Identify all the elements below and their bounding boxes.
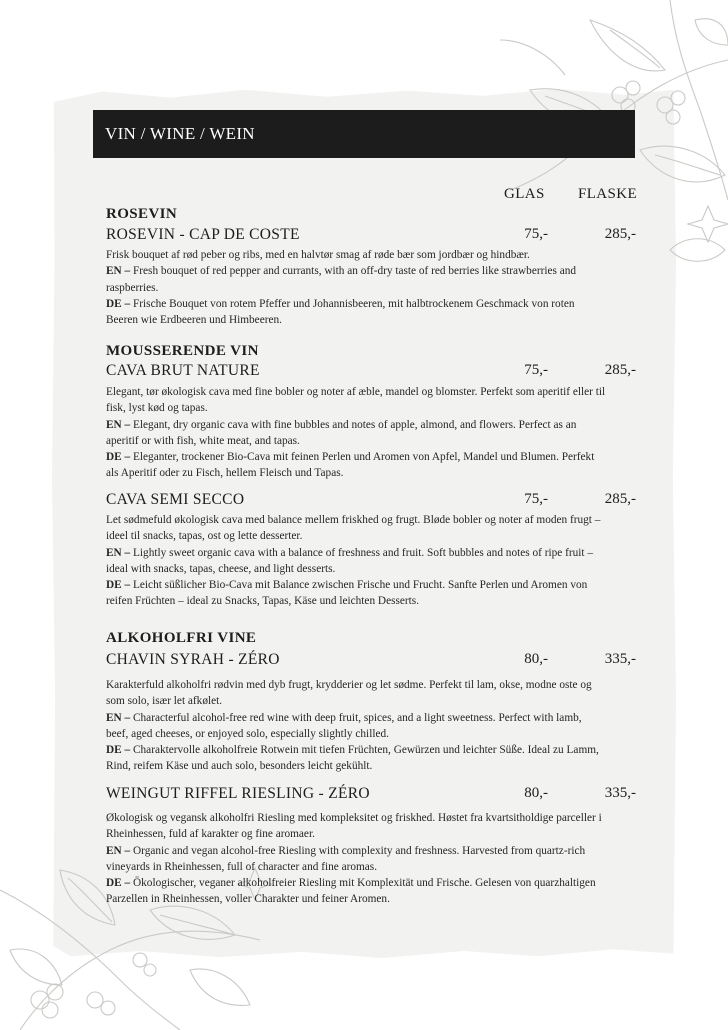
language-tag-en: EN – — [106, 844, 131, 857]
wine-name: WEINGUT RIFFEL RIESLING - ZÉRO — [106, 785, 370, 802]
description-german-text: Ökologischer, veganer alkoholfreier Riesling mit Komplexität und Frische. Gelesen von quarzhaltigen Parzellen in Rheinhessen, voller Charakter und feiner Aromen. — [106, 877, 596, 906]
language-tag-en: EN – — [106, 418, 131, 431]
description-danish: Let sødmefuld økologisk cava med balance mellem friskhed og frugt. Bløde bobler og noter af moden frugt – ideel til snacks, tapas, ost og lette desserter. — [106, 514, 601, 543]
description-danish: Økologisk og vegansk alkoholfri Riesling med kompleksitet og friskhed. Høstet fra kvartsitholdige parceller i Rheinhessen, fuld af karakter og fine aromaer. — [106, 812, 602, 841]
description-danish: Frisk bouquet af rød peber og ribs, med en halvtør smag af røde bær som jordbær og hindbær. — [106, 249, 530, 261]
glass-price: 80,- — [524, 651, 548, 667]
description-english-text: Lightly sweet organic cava with a balance of freshness and fruit. Soft bubbles and notes of ripe fruit – ideal with snacks, tapas, cheese, and light desserts. — [106, 546, 594, 575]
description-danish: Elegant, tør økologisk cava med fine bobler og noter af æble, mandel og blomster. Perfekt som aperitif eller til fisk, lyst kød og tapas. — [106, 386, 606, 415]
wine-description — [106, 512, 606, 610]
language-tag-de: DE – — [106, 297, 131, 310]
description-german — [106, 449, 606, 482]
column-header-bottle: FLASKE — [578, 186, 638, 202]
bottle-price: 285,- — [604, 226, 636, 242]
language-tag-de: DE – — [106, 877, 131, 890]
language-tag-de: DE – — [106, 451, 131, 464]
wine-description — [106, 247, 606, 328]
description-danish: Karakterfuld alkoholfri rødvin med dyb frugt, krydderier og let sødme. Perfekt til lam, okse, modne oste og som solo, især let afkølet. — [106, 679, 592, 708]
bottle-price: 335,- — [604, 651, 636, 667]
language-tag-de: DE – — [106, 744, 131, 757]
language-tag-en: EN – — [106, 265, 131, 278]
description-english — [106, 710, 606, 743]
section-heading-mousserende-vin: MOUSSERENDE VIN — [106, 343, 259, 359]
wine-description — [106, 810, 606, 908]
bottle-price: 285,- — [604, 491, 636, 507]
glass-price: 80,- — [524, 785, 548, 801]
wine-name: CAVA SEMI SECCO — [106, 491, 245, 508]
description-english — [106, 843, 606, 876]
description-german — [106, 296, 606, 329]
description-english-text: Characterful alcohol-free red wine with deep fruit, spices, and a light sweetness. Perfect with lamb, beef, aged cheeses, or enjoyed solo, especially slightly chilled. — [106, 711, 582, 740]
description-german — [106, 875, 606, 908]
wine-name: CHAVIN SYRAH - ZÉRO — [106, 651, 280, 668]
wine-name: CAVA BRUT NATURE — [106, 362, 260, 379]
language-tag-de: DE – — [106, 579, 131, 592]
description-english — [106, 263, 606, 296]
description-german-text: Leicht süßlicher Bio-Cava mit Balance zwischen Frische und Frucht. Sanfte Perlen und Aromen von reifen Früchten – ideal zu Snacks, Tapas, Käse und leichten Desserts. — [106, 579, 588, 608]
section-heading-alkoholfri-vine: ALKOHOLFRI VINE — [106, 630, 257, 646]
glass-price: 75,- — [524, 226, 548, 242]
description-german-text: Frische Bouquet von rotem Pfeffer und Johannisbeeren, mit halbtrockenem Geschmack von roten Beeren wie Erdbeeren und Himbeeren. — [106, 297, 575, 327]
menu-title: VIN / WINE / WEIN — [105, 124, 255, 143]
wine-description — [106, 677, 606, 775]
description-english-text: Elegant, dry organic cava with fine bubbles and notes of apple, almond, and flowers. Perfect as an aperitif or with fish, white meat, and tapas. — [106, 418, 577, 447]
glass-price: 75,- — [524, 491, 548, 507]
wine-name: ROSEVIN - CAP DE COSTE — [106, 226, 300, 243]
section-heading-rosevin: ROSEVIN — [106, 206, 178, 222]
description-english-text: Organic and vegan alcohol-free Riesling with complexity and freshness. Harvested from quartz-rich vineyards in Rheinhessen, full of character and fine aromas. — [106, 844, 586, 873]
language-tag-en: EN – — [106, 711, 131, 724]
bottle-price: 285,- — [604, 362, 636, 378]
description-german — [106, 577, 606, 610]
wine-description — [106, 384, 606, 482]
description-english — [106, 417, 606, 450]
column-header-glass: GLAS — [504, 186, 545, 202]
description-english — [106, 545, 606, 578]
description-german — [106, 742, 606, 775]
description-german-text: Charaktervolle alkoholfreie Rotwein mit tiefen Früchten, Gewürzen und leichter Süße. Ideal zu Lamm, Rind, reifem Käse und auch solo, besonders leicht gekühlt. — [106, 744, 599, 773]
bottle-price: 335,- — [604, 785, 636, 801]
menu-title-banner — [93, 110, 635, 158]
language-tag-en: EN – — [106, 546, 131, 559]
description-german-text: Eleganter, trockener Bio-Cava mit feinen Perlen und Aromen von Apfel, Mandel und Blumen. Perfekt als Aperitif oder zu Fisch, hellem Fleisch und Tapas. — [106, 451, 595, 480]
description-english-text: Fresh bouquet of red pepper and currants, with an off-dry taste of red berries like strawberries and raspberries. — [106, 265, 577, 294]
glass-price: 75,- — [524, 362, 548, 378]
